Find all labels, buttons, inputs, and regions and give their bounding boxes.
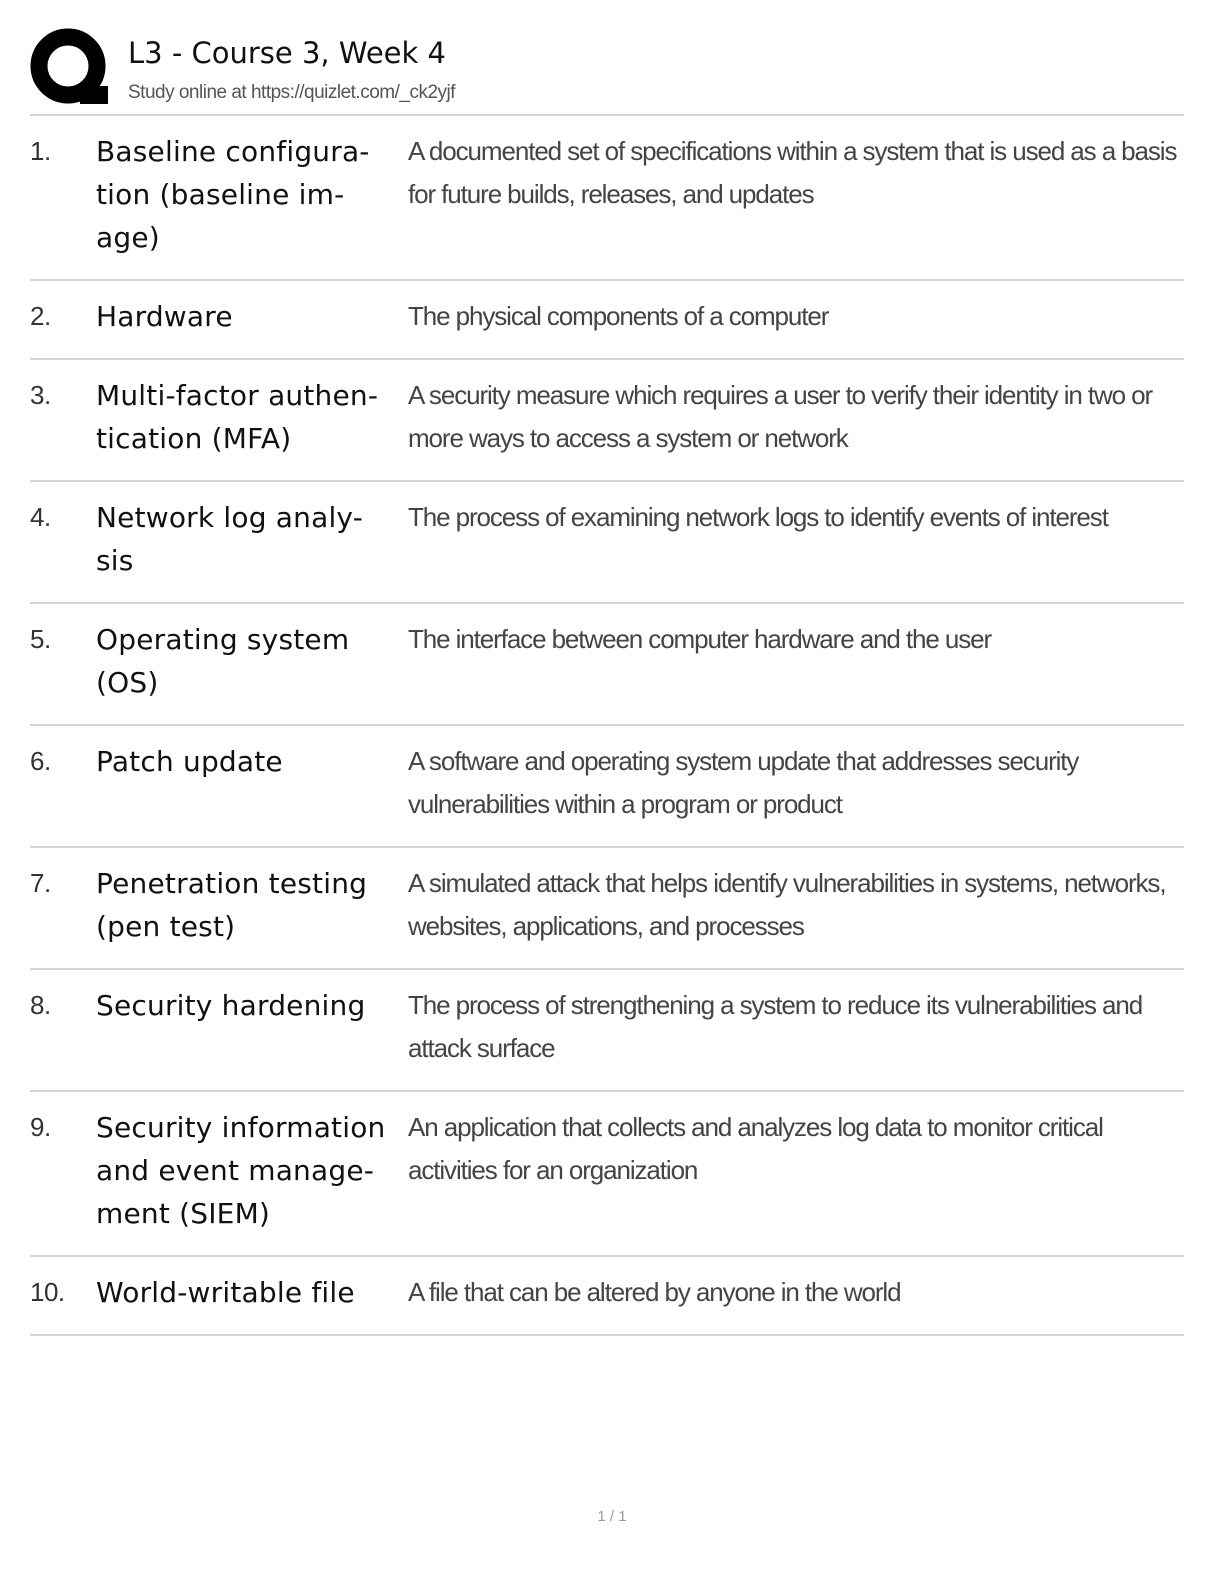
term-number: 2.	[30, 301, 51, 331]
study-online-link[interactable]: Study online at https://quizlet.com/_ck2yjf	[128, 82, 456, 103]
term-row	[30, 360, 1184, 482]
terms-list	[30, 116, 1184, 1336]
term-number: 3.	[30, 380, 51, 410]
term-definition: The process of examining network logs to identify events of interest	[408, 502, 1108, 532]
term-definition: A simulated attack that helps identify vulnerabilities in systems, networks, websites, applications, and processes	[408, 868, 1166, 941]
term-name: Security information and event manage- ment (SIEM)	[96, 1111, 386, 1230]
term-name: World-writable file	[96, 1276, 355, 1309]
quizlet-logo-icon	[30, 28, 110, 108]
term-row	[30, 116, 1184, 281]
page-header	[30, 28, 1184, 116]
term-number: 6.	[30, 746, 51, 776]
term-name: Hardware	[96, 300, 233, 333]
term-number: 5.	[30, 624, 51, 654]
term-row	[30, 1092, 1184, 1257]
term-definition: An application that collects and analyzes log data to monitor critical activities for an organization	[408, 1112, 1103, 1185]
term-name: Baseline configura- tion (baseline im- age)	[96, 135, 370, 254]
term-row	[30, 604, 1184, 726]
term-definition: The physical components of a computer	[408, 301, 829, 331]
term-definition: A security measure which requires a user to verify their identity in two or more ways to access a system or network	[408, 380, 1153, 453]
term-row	[30, 281, 1184, 360]
term-row	[30, 482, 1184, 604]
term-number: 7.	[30, 868, 51, 898]
term-number: 9.	[30, 1112, 51, 1142]
term-name: Network log analy- sis	[96, 501, 364, 577]
term-number: 1.	[30, 136, 51, 166]
term-name: Patch update	[96, 745, 283, 778]
term-definition: A file that can be altered by anyone in the world	[408, 1277, 901, 1307]
page-title: L3 - Course 3, Week 4	[128, 36, 446, 70]
term-name: Multi-factor authen- tication (MFA)	[96, 379, 379, 455]
term-row	[30, 848, 1184, 970]
term-name: Penetration testing (pen test)	[96, 867, 368, 943]
term-definition: A software and operating system update that addresses security vulnerabilities within a program or product	[408, 746, 1079, 819]
term-number: 4.	[30, 502, 51, 532]
term-definition: The interface between computer hardware and the user	[408, 624, 992, 654]
page-number: 1 / 1	[597, 1508, 627, 1525]
term-name: Operating system (OS)	[96, 623, 350, 699]
term-definition: A documented set of specifications within a system that is used as a basis for future builds, releases, and updates	[408, 136, 1177, 209]
term-definition: The process of strengthening a system to reduce its vulnerabilities and attack surface	[408, 990, 1143, 1063]
term-row	[30, 1257, 1184, 1336]
term-number: 10.	[30, 1277, 65, 1307]
term-row	[30, 970, 1184, 1092]
term-row	[30, 726, 1184, 848]
term-number: 8.	[30, 990, 51, 1020]
term-name: Security hardening	[96, 989, 366, 1022]
